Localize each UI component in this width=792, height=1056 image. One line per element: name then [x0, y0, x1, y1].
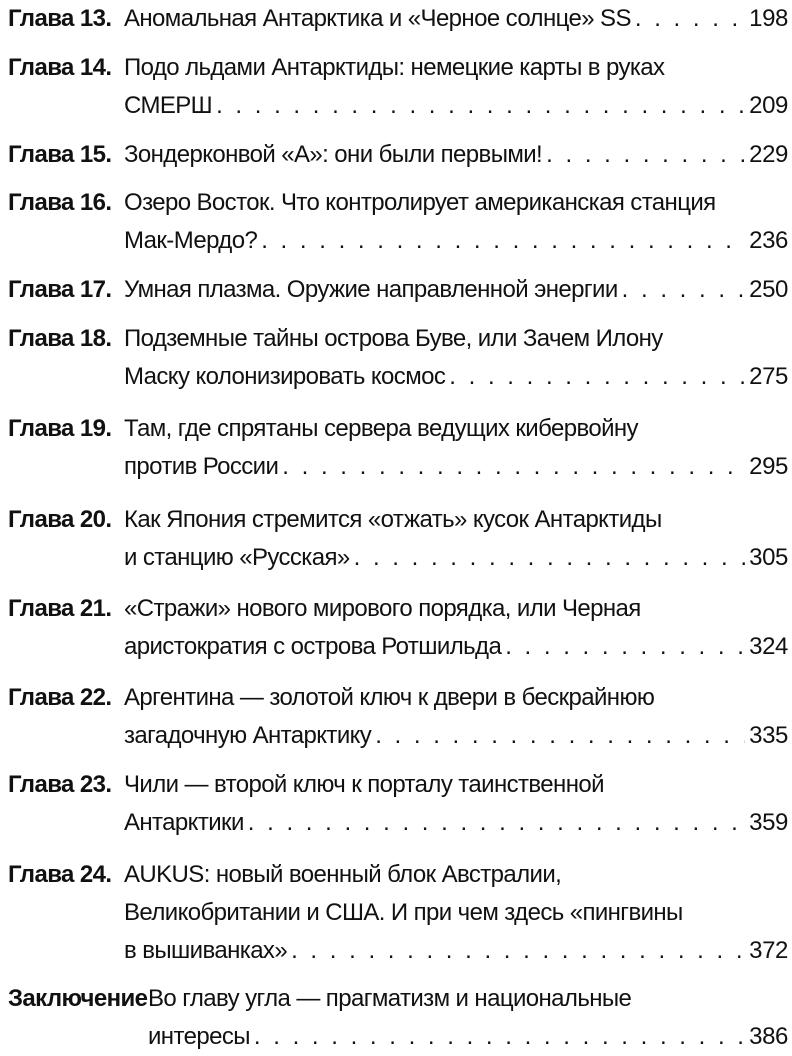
- chapter-number: Глава 18.: [8, 325, 112, 352]
- dot-leader: [622, 271, 746, 309]
- chapter-title-line: Антарктики: [124, 809, 244, 836]
- dot-leader: [248, 804, 745, 842]
- page-number: 209: [749, 92, 788, 119]
- chapter-title-line: Аргентина — золотой ключ к двери в бескрайнюю: [124, 684, 655, 711]
- dot-leader: [216, 87, 745, 125]
- chapter-number: Глава 13.: [8, 5, 112, 32]
- page-number: 198: [749, 5, 788, 32]
- chapter-title-line: AUKUS: новый военный блок Австралии,: [124, 861, 562, 888]
- chapter-title-line: аристократия с острова Ротшильда: [124, 633, 502, 660]
- chapter-title-line: Во главу угла — прагматизм и национальные: [148, 985, 632, 1012]
- chapter-title-line: в вышиванках»: [124, 937, 288, 964]
- dot-leader: [291, 932, 745, 970]
- chapter-title-line: Озеро Восток. Что контролирует американская станция: [124, 189, 716, 216]
- page-number: 250: [749, 276, 788, 303]
- chapter-title-line: и станцию «Русская»: [124, 544, 350, 571]
- chapter-number: Глава 19.: [8, 415, 112, 442]
- chapter-number: Глава 16.: [8, 189, 112, 216]
- chapter-title-line: Чили — второй ключ к порталу таинственной: [124, 771, 604, 798]
- dot-leader: [354, 539, 746, 577]
- chapter-title: Зондерконвой «А»: они были первыми!: [124, 141, 543, 168]
- page-number: 236: [749, 227, 788, 254]
- page-number: 275: [749, 363, 788, 390]
- page-number: 295: [749, 453, 788, 480]
- dot-leader: [505, 628, 745, 666]
- page-number: 386: [749, 1023, 788, 1050]
- chapter-title-line: СМЕРШ: [124, 92, 213, 119]
- chapter-title-line: интересы: [148, 1023, 250, 1050]
- dot-leader: [449, 358, 745, 396]
- chapter-number: Глава 17.: [8, 276, 112, 303]
- chapter-title-line: загадочную Антарктику: [124, 722, 372, 749]
- chapter-number: Глава 21.: [8, 595, 112, 622]
- chapter-title-line: Великобритании и США. И при чем здесь «пингвины: [124, 899, 683, 926]
- page-number: 229: [749, 141, 788, 168]
- chapter-title-line: против России: [124, 453, 279, 480]
- chapter-number: Глава 22.: [8, 684, 112, 711]
- chapter-number: Глава 20.: [8, 506, 112, 533]
- conclusion-label: Заключение: [8, 985, 148, 1012]
- chapter-title-line: Мак-Мердо?: [124, 227, 258, 254]
- chapter-number: Глава 14.: [8, 54, 112, 81]
- chapter-number: Глава 23.: [8, 771, 112, 798]
- page-number: 305: [749, 544, 788, 571]
- chapter-title-line: «Стражи» нового мирового порядка, или Черная: [124, 595, 641, 622]
- chapter-title-line: Подземные тайны острова Буве, или Зачем Илону: [124, 325, 663, 352]
- chapter-number: Глава 24.: [8, 861, 112, 888]
- dot-leader: [635, 0, 745, 38]
- dot-leader: [375, 717, 745, 755]
- dot-leader: [254, 1018, 745, 1056]
- page-number: 359: [749, 809, 788, 836]
- page-number: 324: [749, 633, 788, 660]
- dot-leader: [546, 136, 745, 174]
- chapter-title-line: Как Япония стремится «отжать» кусок Антарктиды: [124, 506, 662, 533]
- chapter-title-line: Маску колонизировать космос: [124, 363, 446, 390]
- chapter-title-line: Там, где спрятаны сервера ведущих кибервойну: [124, 415, 638, 442]
- dot-leader: [282, 448, 745, 486]
- chapter-title: Аномальная Антарктика и «Черное солнце» SS: [124, 5, 631, 32]
- dot-leader: [261, 222, 745, 260]
- chapter-title: Умная плазма. Оружие направленной энергии: [124, 276, 618, 303]
- page-number: 372: [749, 937, 788, 964]
- chapter-number: Глава 15.: [8, 141, 112, 168]
- page-number: 335: [749, 722, 788, 749]
- chapter-title-line: Подо льдами Антарктиды: немецкие карты в руках: [124, 54, 665, 81]
